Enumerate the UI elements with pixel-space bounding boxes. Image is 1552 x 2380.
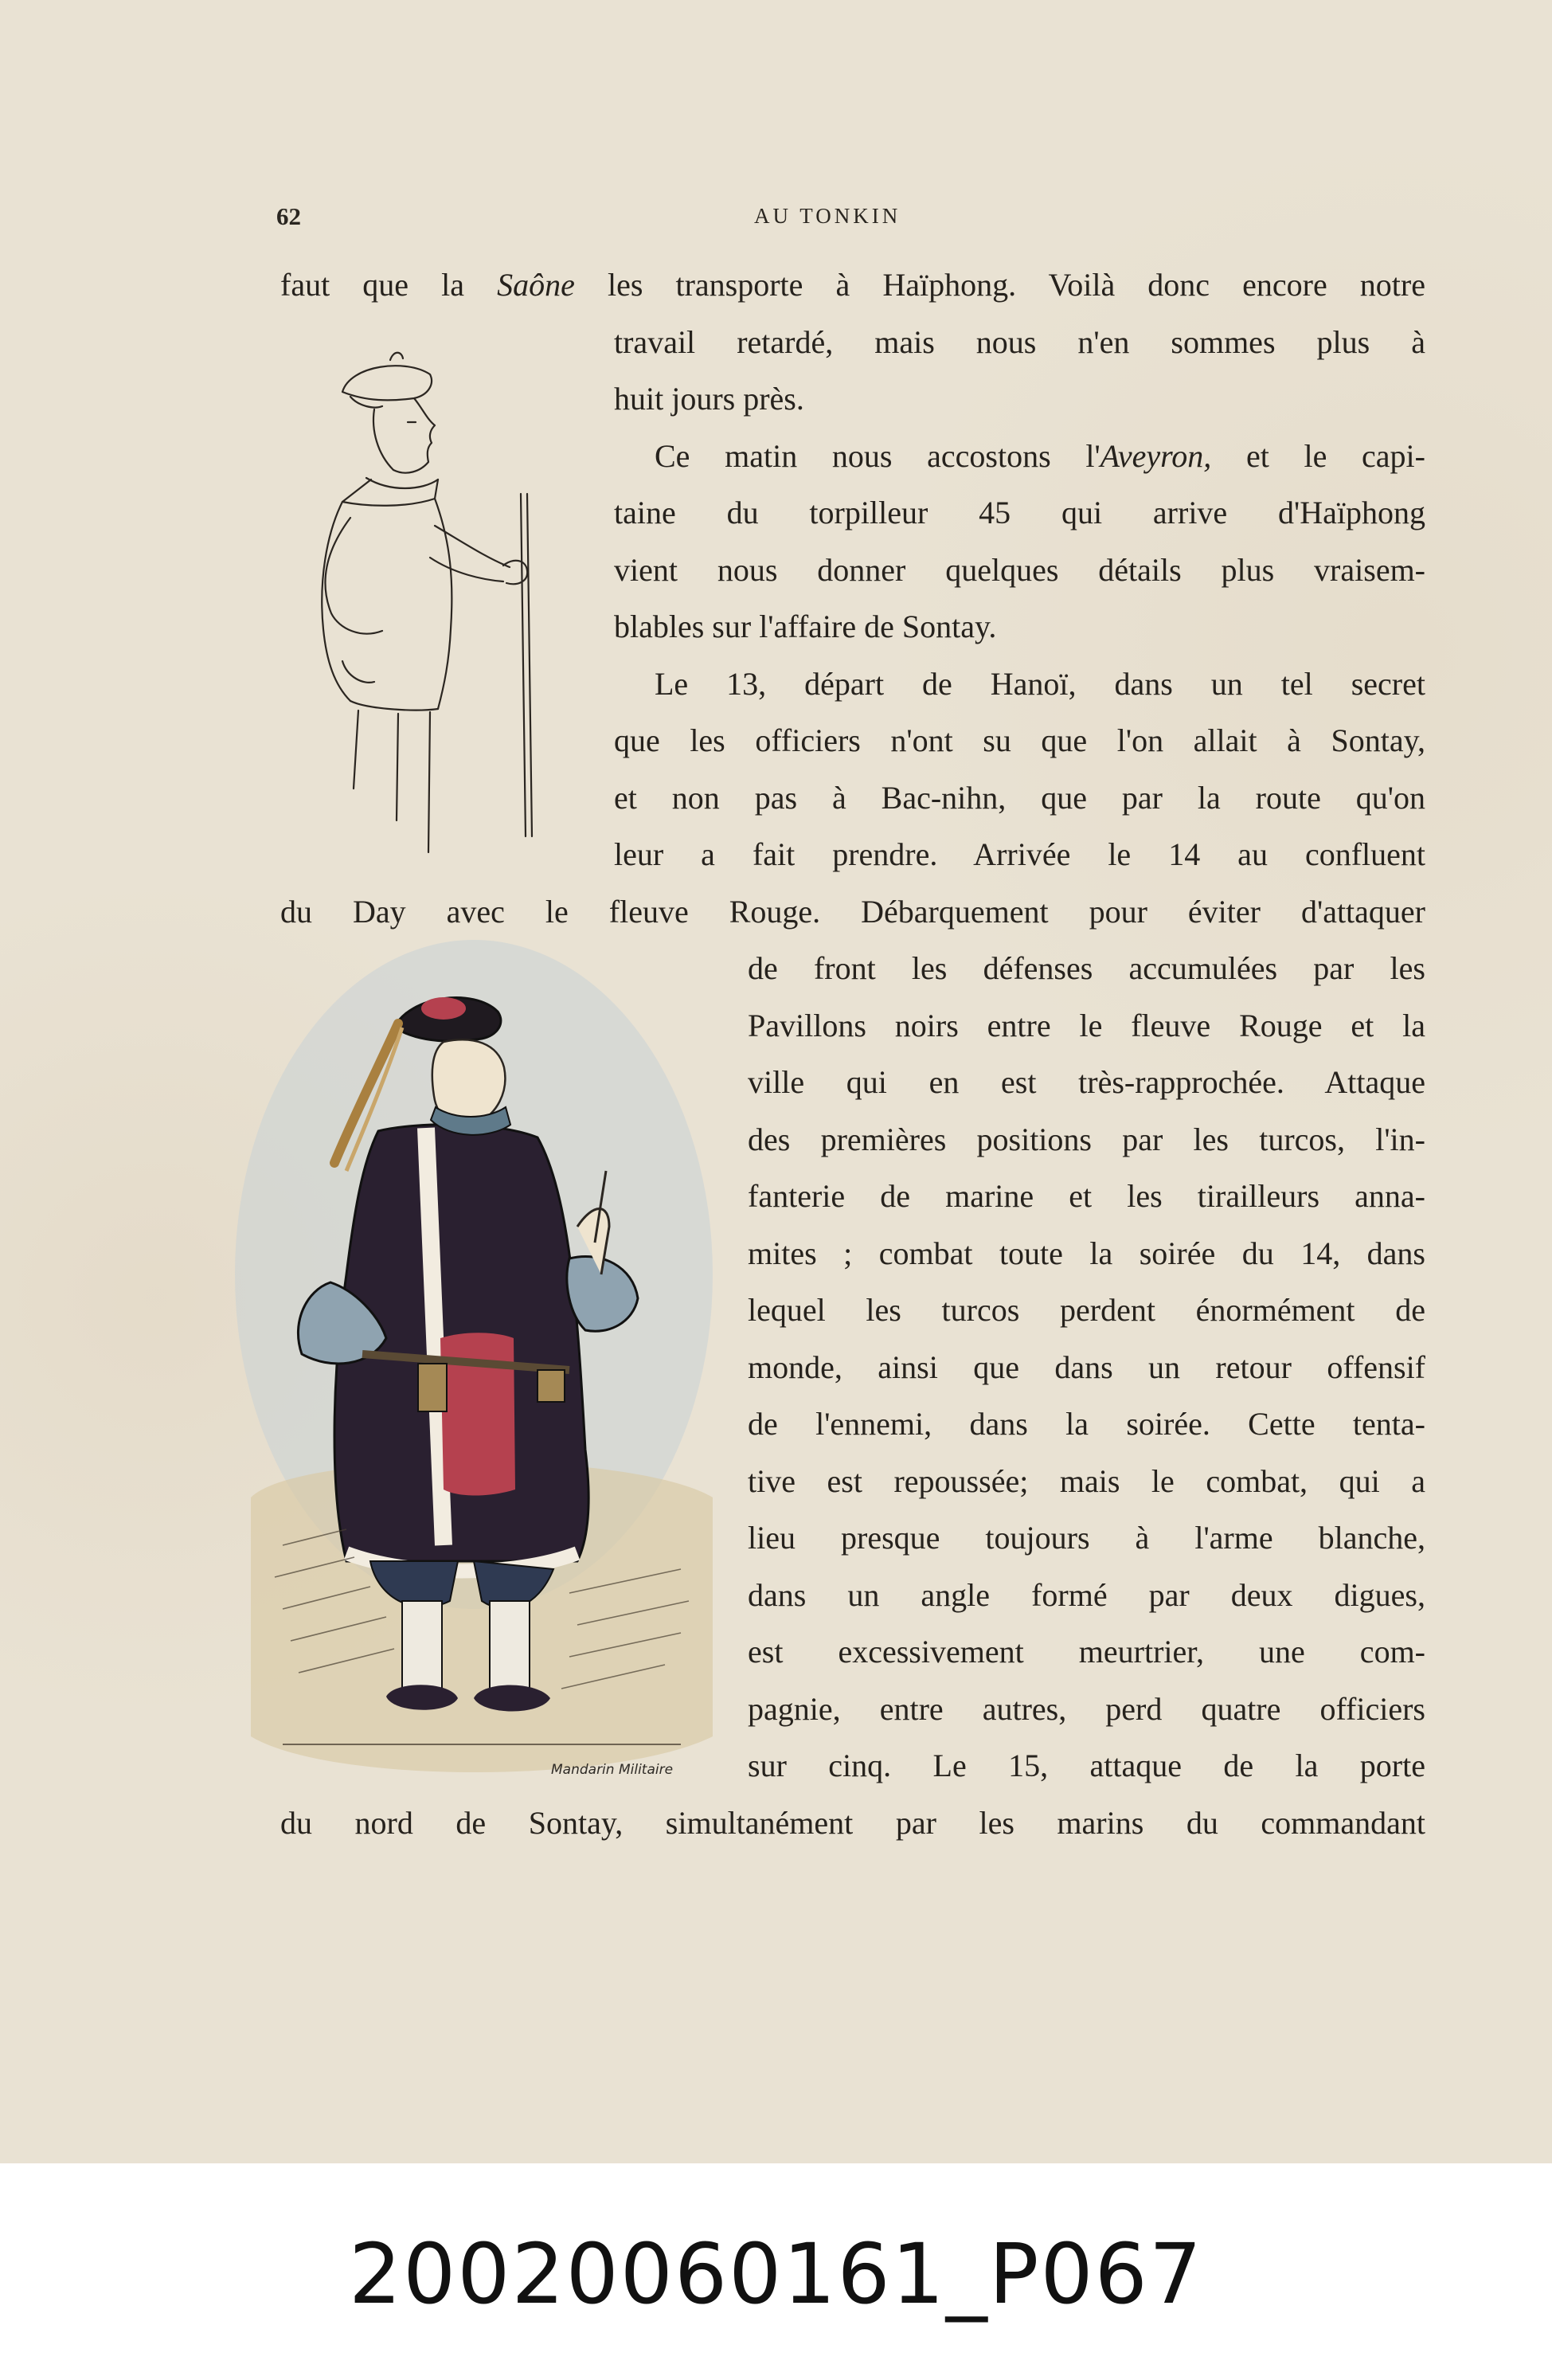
text-line: mites ; combat toute la soirée du 14, dans	[748, 1235, 1425, 1271]
page-number: 62	[276, 202, 301, 230]
text-line: fanterie de marine et les tirailleurs anna-	[748, 1178, 1425, 1214]
text-line: leur a fait prendre. Arrivée le 14 au confluent	[614, 836, 1425, 872]
body-text	[280, 256, 1425, 1851]
text-line: blables sur l'affaire de Sontay.	[614, 609, 997, 644]
text-line: monde, ainsi que dans un retour offensif	[748, 1349, 1425, 1385]
text-line: Pavillons noirs entre le fleuve Rouge et la	[748, 1007, 1425, 1043]
text-line: et non pas à Bac-nihn, que par la route qu'on	[614, 779, 1425, 816]
text-line: des premières positions par les turcos, l'in-	[748, 1121, 1425, 1157]
text-line: du nord de Sontay, simultanément par les marins du commandant	[280, 1804, 1425, 1841]
text-line: est excessivement meurtrier, une com-	[748, 1634, 1425, 1670]
archive-id-label: 20020060161_P067	[348, 2225, 1204, 2323]
text-line: travail retardé, mais nous n'en sommes plus à	[614, 323, 1425, 360]
text-line: Ce matin nous accostons l'Aveyron, et le capi-	[655, 437, 1425, 474]
text-line: taine du torpilleur 45 qui arrive d'Haïphong	[614, 495, 1425, 530]
text-line: sur cinq. Le 15, attaque de la porte	[748, 1748, 1425, 1783]
text-line: huit jours près.	[614, 381, 804, 417]
mandarin-caption: Mandarin Militaire	[551, 1762, 674, 1778]
text-line: vient nous donner quelques détails plus vraisem-	[614, 551, 1425, 588]
text-line: Le 13, départ de Hanoï, dans un tel secret	[655, 665, 1425, 702]
text-line: dans un angle formé par deux digues,	[748, 1576, 1425, 1613]
text-line: de front les défenses accumulées par les	[748, 950, 1425, 986]
text-line: lieu presque toujours à l'arme blanche,	[748, 1520, 1425, 1556]
text-line: que les officiers n'ont su que l'on allait à Sontay,	[614, 722, 1425, 758]
text-line: faut que la Saône les transporte à Haïphong. Voilà donc encore notre	[280, 267, 1425, 303]
text-line: ville qui en est très-rapprochée. Attaque	[748, 1064, 1425, 1100]
text-line: de l'ennemi, dans la soirée. Cette tenta-	[748, 1406, 1425, 1442]
text-line: pagnie, entre autres, perd quatre officiers	[748, 1690, 1425, 1727]
page-header	[0, 202, 1552, 234]
text-line: du Day avec le fleuve Rouge. Débarquement pour éviter d'attaquer	[280, 893, 1425, 930]
text-line: lequel les turcos perdent énormément de	[748, 1292, 1425, 1328]
running-title: AU TONKIN	[754, 204, 901, 228]
text-line: tive est repoussée; mais le combat, qui a	[748, 1462, 1425, 1499]
